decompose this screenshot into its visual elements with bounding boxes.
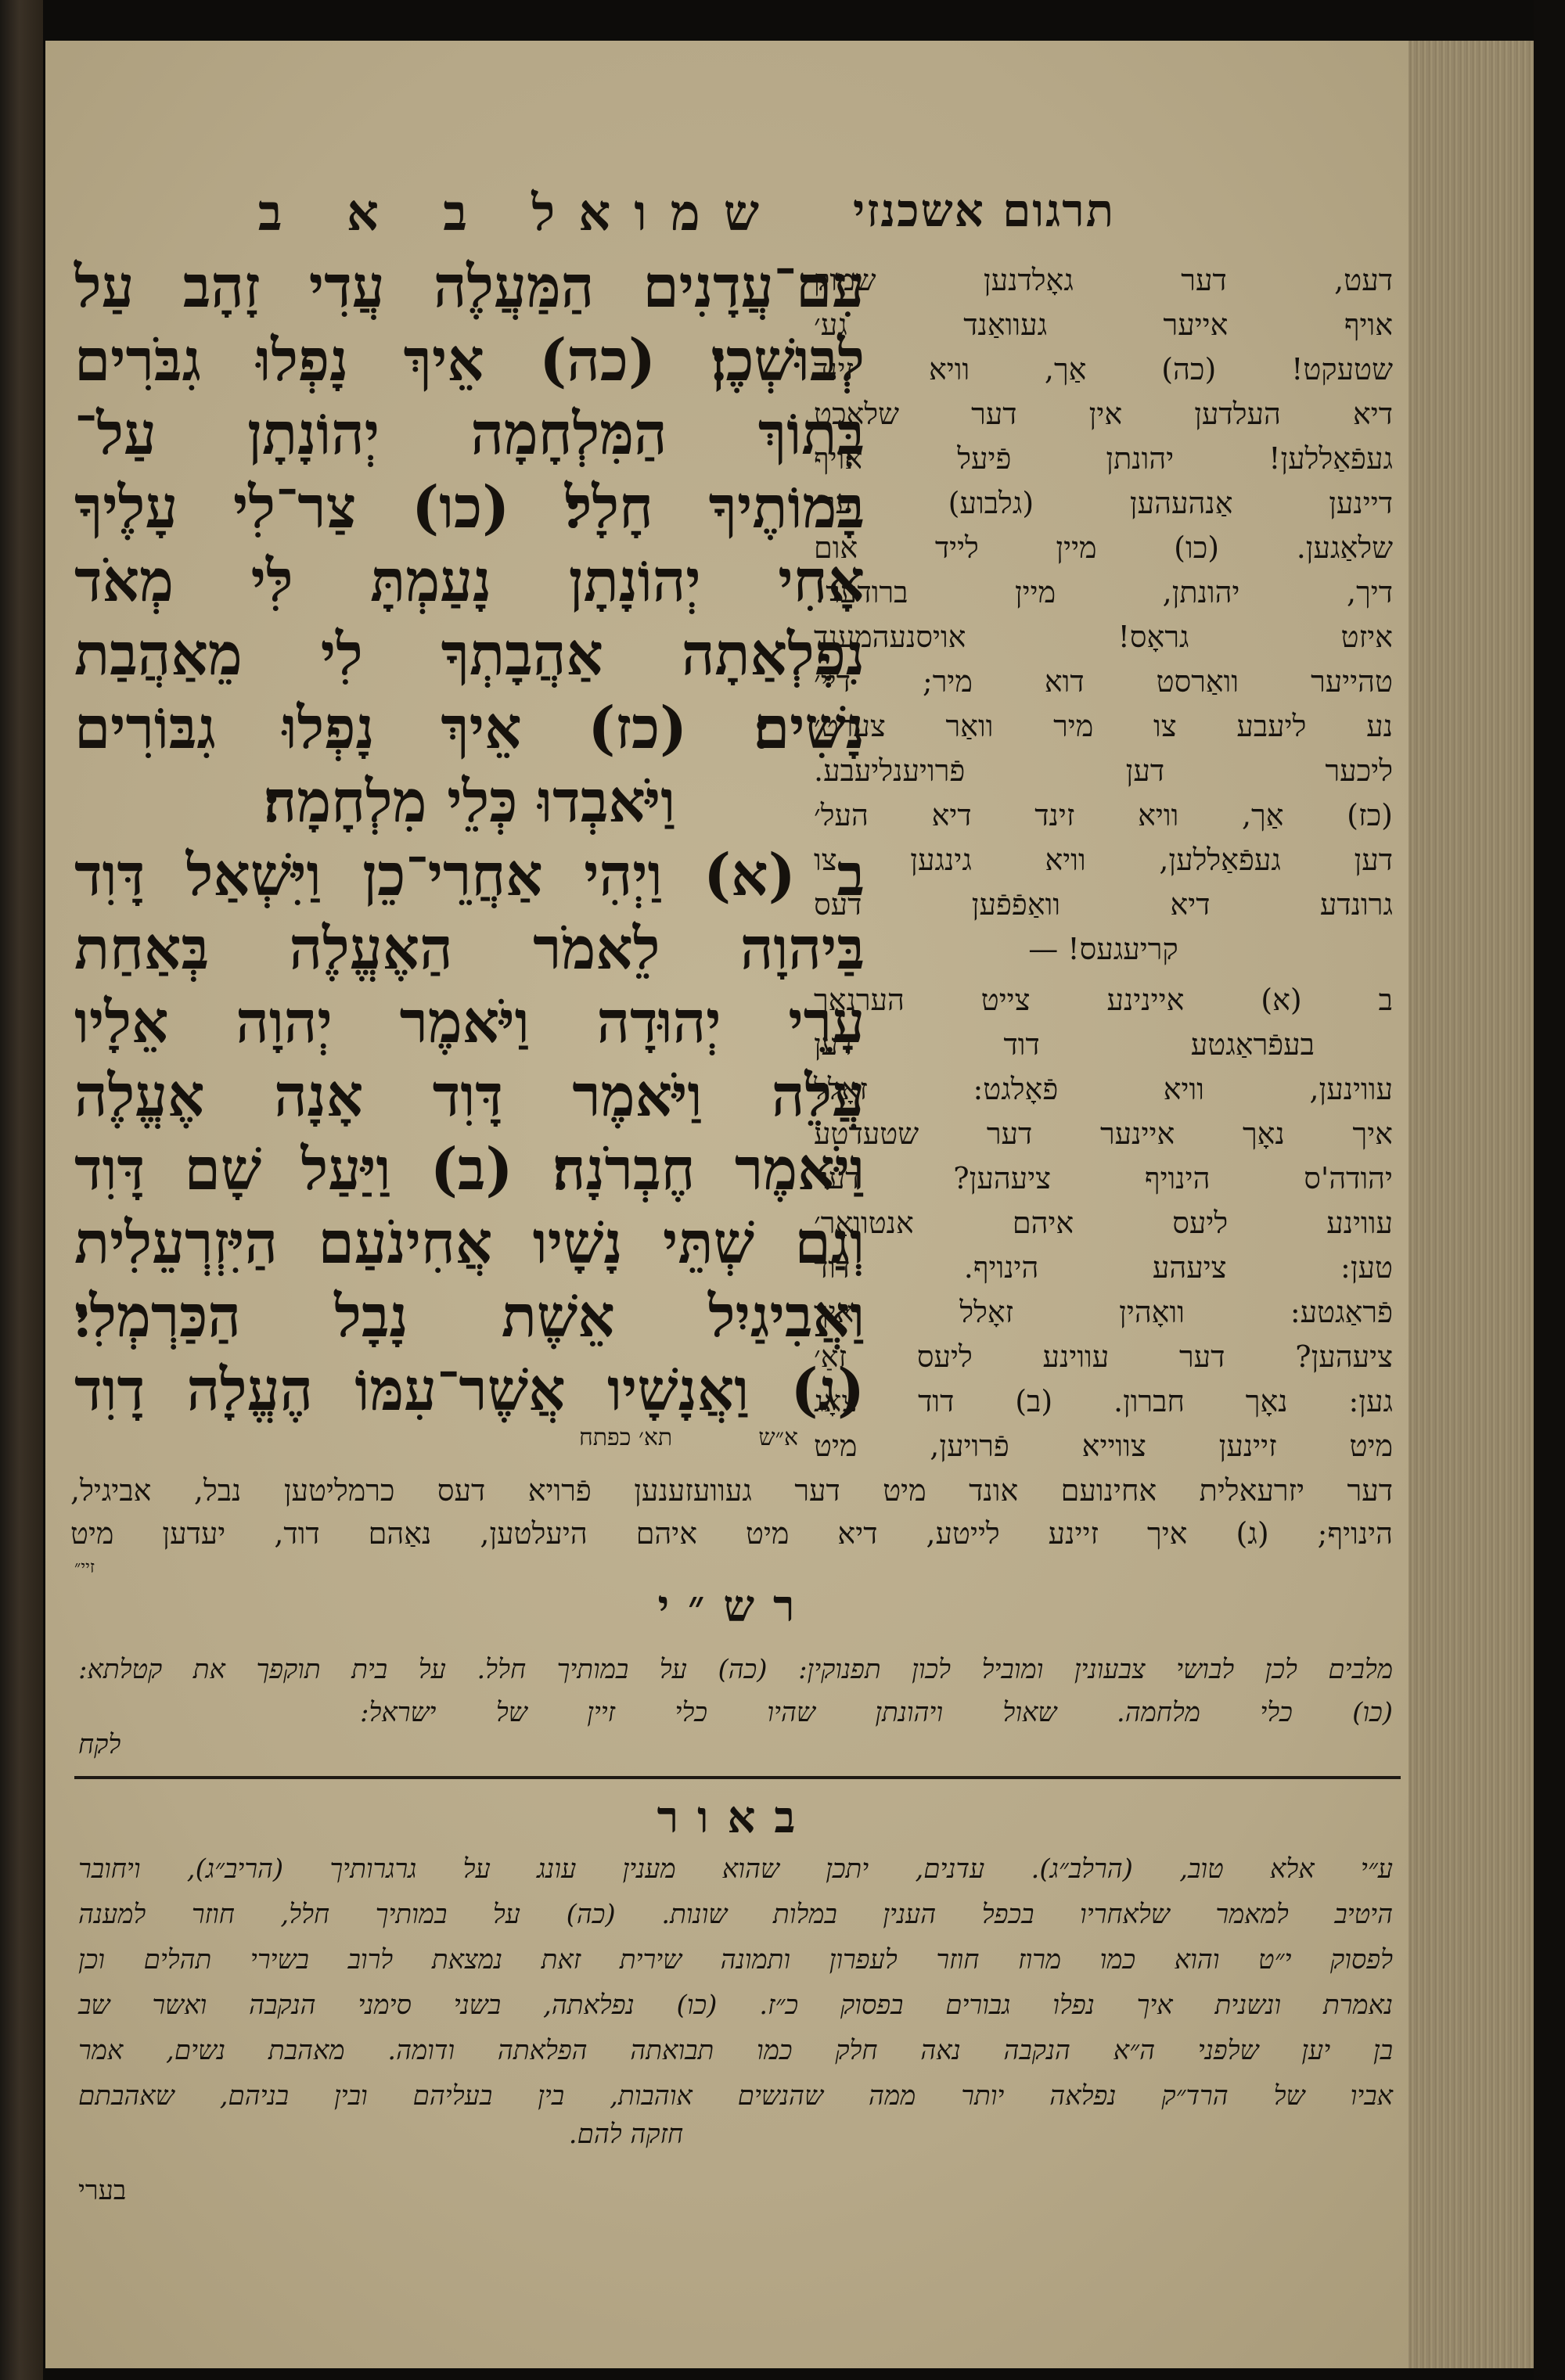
signature-mark-left: א״ש: [758, 1424, 798, 1451]
translation-line: ציעהען? דער עווינע ליעס זאַ׳: [814, 1339, 1393, 1374]
biur-line: חזקה להם.: [568, 2119, 684, 2150]
hebrew-line: וַיֹּאבְדוּ כְּלֵי מִלְחָמָה׃: [263, 768, 676, 836]
translation-line: יהודה'ס הינויף ציעהען? דער: [814, 1161, 1393, 1195]
hebrew-line: בְּתוֹךְ הַמִּלְחָמָה יְהוֹנָתָן עַל־: [74, 401, 865, 468]
book-spine: [0, 0, 43, 2380]
translation-line: עווינען, וויא פֿאָלגט: זאָלל: [814, 1072, 1393, 1106]
background-edge: [1534, 0, 1565, 2380]
translation-line: דיינען אַנהעהען (גלבוע) ער׳: [814, 486, 1393, 520]
translation-line: שלאַגען. (כו) מיין לייד אום: [814, 530, 1393, 565]
biur-line: נאמרת ונשנית איך נפלו גבורים בפסוק כ״ז. (כו) נפלאתה, בשני סימני הנקבה ואשר שב: [78, 1990, 1393, 2021]
rashi-title: רש״י: [657, 1580, 814, 1632]
rashi-line: (כו) כלי מלחמה. שאול ויהונתן שהיו כלי זיין של ישראל:: [360, 1697, 1393, 1728]
running-head-book: שמואל ב א ב: [257, 184, 782, 243]
hebrew-line: נָשִׁים׃ (כז) אֵיךְ נָפְלוּ גִבּוֹרִים: [74, 695, 865, 762]
hebrew-line: וְגַם שְׁתֵּי נָשָׁיו אֲחִינֹעַם הַיִּזְרְעֵלִית: [74, 1210, 865, 1277]
translation-line: מיט זיינען צווייא פֿרויען, מיט: [814, 1429, 1393, 1463]
biur-title: באור: [657, 1792, 815, 1843]
translation-line: אויף אייער געוואַנד גע׳: [814, 307, 1393, 342]
translation-line: קריעגעס! —: [1028, 932, 1178, 966]
translation-line: טהייער וואַרסט דוא מיר; דיי׳: [814, 664, 1393, 699]
translation-line: איזט גראָס! אויסנעהמענד: [814, 620, 1393, 654]
signature-mark-right: תא׳ כפתח: [579, 1424, 673, 1451]
translation-line: נע ליעבע צו מיר וואַר צערט׳: [814, 709, 1393, 743]
translation-line: ב (א) איינינע צייט הערנאַך: [814, 983, 1393, 1017]
translation-line: דיך, יהונתן, מיין ברודער!: [814, 575, 1393, 609]
hebrew-line: עָרֵי יְהוּדָה וַיֹּאמֶר יְהוָה אֵלָיו: [74, 989, 865, 1056]
biur-line: לפסוק י״ט והוא כמו מרוז חוזר לעפרון ותמונה שירית זאת נמצאת לרוב בשירי תהלים וכן: [78, 1944, 1393, 1976]
continuation-line: דער יזרעאלית אחינועם אונד מיט דער געוועזענען פֿרויא דעס כרמליטען נבל, אביגיל,: [70, 1473, 1393, 1508]
biur-catchword: בערי: [78, 2175, 127, 2206]
hebrew-line: נִפְלְאַתָה אַהֲבָתְךָ לִי מֵאַהֲבַת: [74, 621, 865, 688]
translation-line: געפֿאַללען! יהונתן פֿיעל אויף: [814, 441, 1393, 476]
translation-line: שטעקט! (כה) אַך, וויא זינד: [814, 352, 1393, 386]
hebrew-line: אָחִי יְהוֹנָתָן נָעַמְתָּ לִּי מְאֹד: [74, 548, 865, 615]
running-head-translation: תרגום אשכנזי: [853, 184, 1116, 237]
hebrew-line: ב (א) וַיְהִי אַחֲרֵי־כֵן וַיִּשְׁאַל דָּוִד: [74, 842, 865, 909]
translation-line: (כז) אַך, וויא זינד דיא העל׳: [814, 798, 1393, 832]
translation-line: עווינע ליעס איהם אנטוואָר׳: [814, 1206, 1393, 1240]
translation-line: דען געפֿאַללען, וויא גינגען צו: [814, 843, 1393, 877]
translation-line: טען: ציעהע הינויף. דוד: [814, 1250, 1393, 1285]
biur-line: ע״י אלא טוב, (הרלב״ג). עדנים, יתכן שהוא מענין עונג על גרגרותיך (הריב״ג), ויחובר: [78, 1853, 1393, 1885]
translation-line: פֿראַגטע: וואָהין זאָלל איך: [814, 1295, 1393, 1329]
biur-line: בן יען שלפני ה״א הנקבה נאה חלק כמו תבואתה הפלאתה ודומה. מאהבת נשים, אמר: [78, 2035, 1393, 2066]
translation-line: ליכער דען פֿרויענליעבע.: [814, 753, 1393, 788]
biur-line: אביו של הרד״ק נפלאה יותר ממה שהנשים אוהבות, בין בעליהם ובין בניהם, שאהבתם: [78, 2080, 1393, 2112]
hebrew-line: לְבוּשְׁכֶן׃ (כה) אֵיךְ נָפְלוּ גִבֹּרִים: [74, 327, 865, 394]
translation-line: גען: נאָך חברון. (ב) דוד צאָג: [814, 1384, 1393, 1418]
translation-line: איך נאָך איינער דער שטעדטע: [814, 1116, 1393, 1151]
translation-line: דיא העלדען אין דער שלאַכט: [814, 397, 1393, 431]
hebrew-line: וַיֹּאמֶר חֶבְרֹנָה׃ (ב) וַיַּעַל שָׁם דָּוִד: [74, 1136, 865, 1203]
continuation-catchword: זיי״: [74, 1558, 95, 1577]
rashi-catchword: לקח: [78, 1729, 121, 1760]
translation-line: דעט, דער גאָלדנען שמוק: [814, 263, 1393, 297]
hebrew-line: (ג) וַאֲנָשָׁיו אֲשֶׁר־עִמּוֹ הֶעֱלָה דָוִד: [74, 1357, 865, 1424]
hebrew-line: בַּיהוָה לֵאמֹר הַאֶעֱלֶה בְּאַחַת: [74, 915, 865, 983]
translation-line: בעפֿראַגטע דוד דען: [814, 1027, 1315, 1062]
biur-line: היטיב למאמר שלאחריו בכפל הענין במלות שונות. (כה) על במותיך חלל, חוזר למענה: [78, 1899, 1393, 1930]
continuation-line: הינויף; (ג) איך זיינע לייטע, דיא מיט איהם היעלטען, נאַהם דוד, יעדען מיט: [70, 1516, 1393, 1551]
section-divider: [74, 1776, 1401, 1779]
page-edges: [1408, 41, 1542, 2368]
hebrew-line: בָּמוֹתֶיךָ חָלָל׃ (כו) צַר־לִי עָלֶיךָ: [74, 474, 865, 541]
rashi-line: מלבים לכן לבושי צבעונין ומוביל לכון תפנוקין: (כה) על במותיך חלל. על בית תוקפך את קטלתא:: [78, 1654, 1393, 1685]
hebrew-line: עֲלֵה וַיֹּאמֶר דָּוִד אָנָה אֶעֱלֶה: [74, 1062, 865, 1130]
translation-line: גרונדע דיא וואַפֿפֿען דעס: [814, 887, 1393, 922]
hebrew-line: עִם־עֲדָנִים הַמַּעֲלֶה עֲדִי זָהָב עַל: [74, 253, 865, 321]
hebrew-line: וַאֲבִיגַיִל אֵשֶׁת נָבָל הַכַּרְמְלִי׃: [74, 1283, 865, 1350]
